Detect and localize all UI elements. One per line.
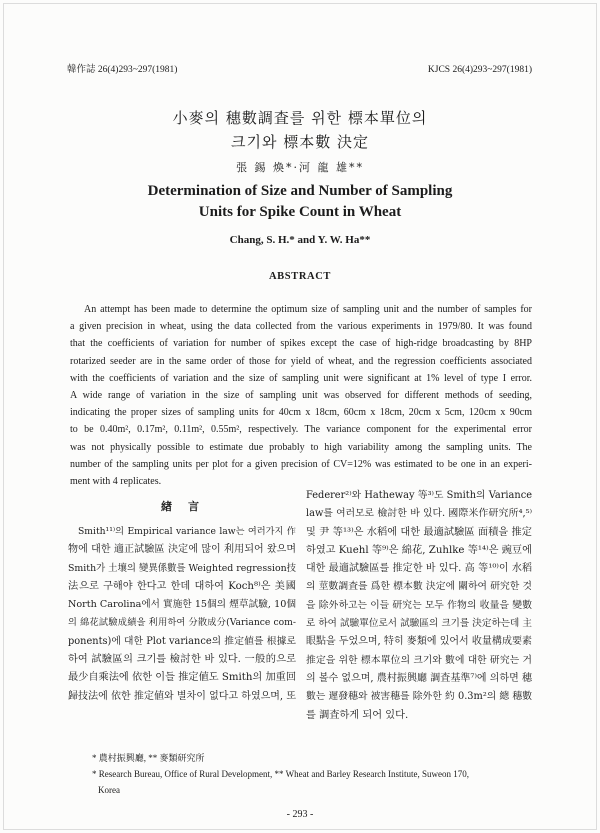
abstract-line: A wide range of variation in the size of sampling unit was observed for different methods of seeding, — [70, 389, 532, 401]
body-line: 하였고 Kuehl 等⁹⁾은 綿花, Zuhlke 等¹⁴⁾은 豌豆에 — [306, 544, 532, 556]
korean-title-line-2: 크기와 標本數 決定 — [230, 133, 369, 151]
abstract-line: that the coefficients of variation for number of spikes except the case of high-ridge broadcasting by 8HP — [70, 338, 532, 350]
abstract-line: ment with 4 replicates. — [70, 475, 162, 487]
abstract-line: a given precision in wheat, using the data collected from the various experiments in 1979/80. It was found — [70, 321, 532, 333]
body-line: Smith가 土壤의 變異係數를 Weighted regression技 — [68, 562, 296, 574]
abstract-line: An attempt has been made to determine the optimum size of sampling unit and the number of samples for — [84, 304, 532, 315]
body-line: Federer²⁾와 Hatheway 等³⁾도 Smith의 Variance — [306, 490, 532, 501]
footnotes — [92, 750, 532, 798]
korean-authors: 張 錫 煥*·河 龍 雄** — [236, 161, 364, 174]
abstract-line: was not physically possible to estimate due probably to high variability among the sampling units. The — [70, 441, 532, 453]
korean-title-line-1: 小麥의 穗數調査를 위한 標本單位의 — [172, 109, 428, 127]
body-line: Smith¹¹⁾의 Empirical variance law는 여러가지 作 — [78, 526, 296, 537]
journal-citation-korean: 韓作誌 26(4)293~297(1981) — [67, 65, 178, 75]
body-line: 眼點을 두었으며, 特히 麥類에 있어서 收量構成要素 — [306, 636, 532, 648]
page-number: - 293 - — [286, 809, 314, 820]
body-line: 最少自乘法에 依한 이들 推定値도 Smith의 加重回 — [68, 672, 297, 684]
abstract-line: number of the sampling units per plot for a given precision of CV=12% was estimated to be one in an experi- — [70, 458, 532, 470]
body-line: 하여 試驗區의 크기를 檢討한 바 있다. 一般的으로 — [68, 654, 296, 666]
abstract-heading: ABSTRACT — [269, 271, 331, 282]
body-line: 法으로 구해야 한다고 한데 대하여 Koch⁸⁾은 美國 — [68, 580, 296, 592]
body-line: law를 여러모로 檢討한 바 있다. 國際米作研究所⁴,⁵⁾ — [306, 508, 532, 520]
introduction-left-column — [68, 523, 296, 706]
introduction-heading: 緖言 — [161, 500, 215, 513]
body-line: 의 綿花試驗成績을 利用하여 分散成分(Variance com- — [68, 617, 296, 629]
body-line: 의 莖數調査를 爲한 標本數 決定에 關하여 研究한 것 — [306, 581, 532, 593]
body-line: 로 하여 試驗單位로서 試驗區의 크기를 決定하는데 主 — [306, 618, 532, 630]
introduction-right-column — [306, 487, 532, 725]
abstract-line: indicating the proper sizes of sampling units for 40cm x 18cm, 60cm x 18cm, 20cm x 5cm, 120cm x 90cm — [70, 407, 532, 419]
body-line: 를 調査하게 되어 있다. — [306, 709, 409, 721]
body-line: ponents)에 대한 Plot variance의 推定値를 根據로 — [68, 635, 296, 647]
journal-citation-english: KJCS 26(4)293~297(1981) — [427, 65, 532, 75]
body-line: 推定을 위한 標本單位의 크기와 數에 대한 研究는 거 — [306, 654, 532, 666]
body-line: 을 除外하고는 이들 研究는 모두 作物의 收量을 變數 — [306, 599, 532, 611]
footnote-affiliation-korean: * 農村振興廳, ** 麥類研究所 — [92, 753, 205, 763]
abstract-line: to be 0.40m², 0.17m², 0.11m², 0.55m², respectively. The variance component for the experimental error — [70, 424, 532, 436]
english-authors: Chang, S. H.* and Y. W. Ha** — [229, 234, 371, 246]
body-line: 物에 대한 適正試驗區 決定에 많이 利用되어 왔으며 — [68, 544, 296, 556]
body-line: 의 볼수 없으며, 農村振興廳 調査基準⁷⁾에 의하면 穗 — [306, 672, 532, 684]
abstract-line: with the coefficients of variation and the size of sampling unit were significant at 1% level of type I error. — [70, 372, 532, 384]
body-line: 대한 最適試驗區를 推定한 바 있다. 高 等¹⁰⁾이 水稻 — [306, 563, 532, 575]
abstract-line: rotarized seeder are in the same order of those for yield of wheat, and the regression coefficients associated — [70, 355, 532, 367]
english-title-line-1: Determination of Size and Number of Sampling — [147, 183, 453, 199]
footnote-affiliation-english: Korea — [98, 785, 120, 795]
body-line: North Carolina에서 實施한 15個의 煙草試驗, 10個 — [68, 599, 296, 611]
body-line: 및 尹 等¹³⁾은 水稻에 대한 最適試驗區 面積을 推定 — [306, 526, 532, 538]
english-title-line-2: Units for Spike Count in Wheat — [198, 204, 402, 220]
abstract-body — [70, 301, 532, 490]
body-line: 歸技法에 依한 推定値와 별차이 없다고 하였으며, 또 — [68, 690, 296, 702]
footnote-affiliation-english: * Research Bureau, Office of Rural Development, ** Wheat and Barley Research Institute, Suweon 170, — [92, 769, 470, 779]
body-line: 數는 遲發穗와 被害穗를 除外한 約 0.3m²의 總 穗數 — [306, 691, 532, 703]
